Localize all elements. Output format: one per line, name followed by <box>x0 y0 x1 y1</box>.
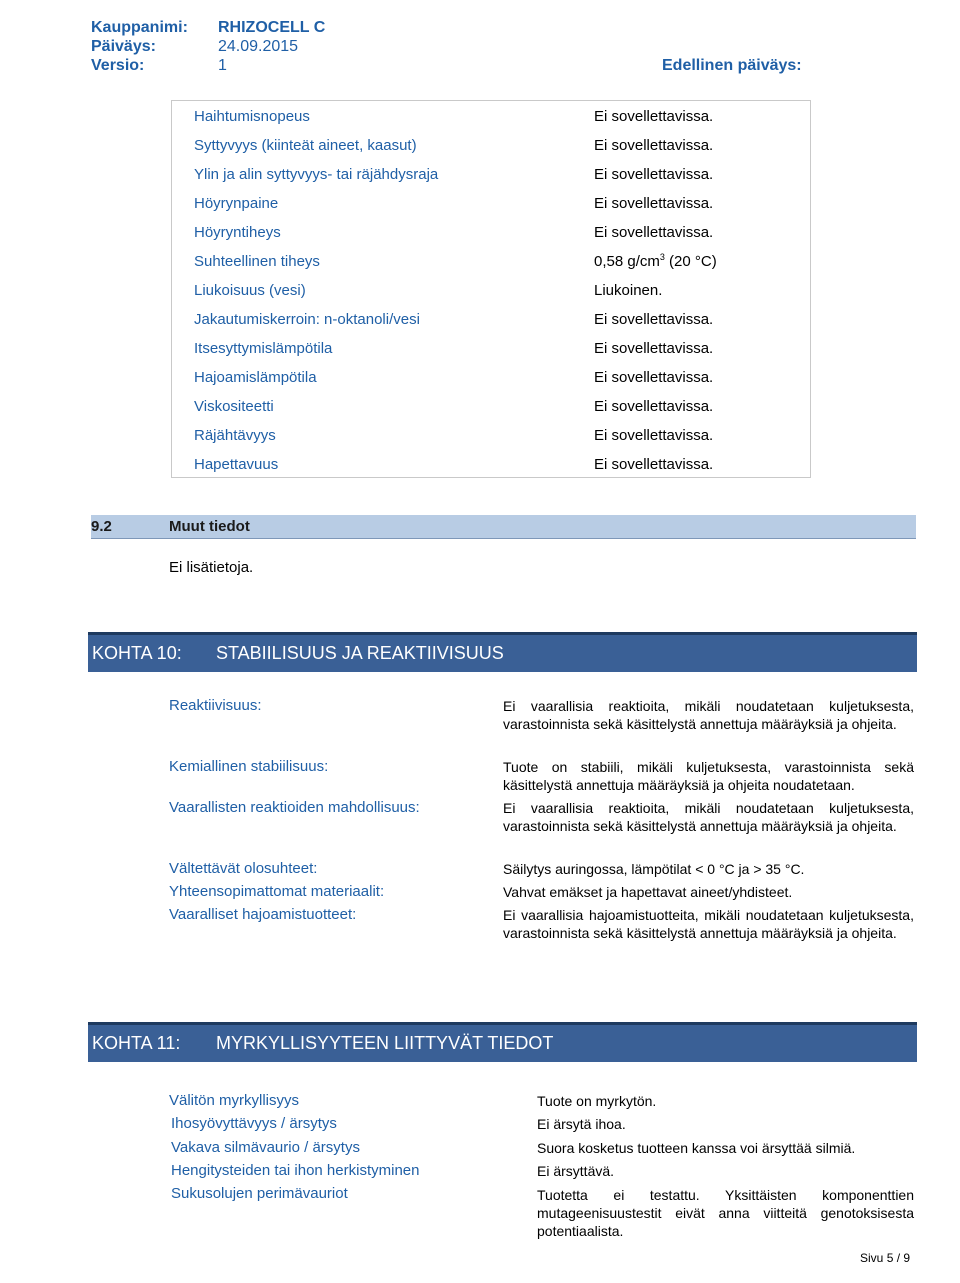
properties-table <box>171 100 811 478</box>
property-name: Räjähtävyys <box>194 427 276 444</box>
section-10-header <box>88 632 917 672</box>
previous-date-label: Edellinen päiväys: <box>662 57 802 74</box>
version-label: Versio: <box>91 57 145 74</box>
property-row <box>172 276 810 305</box>
germ-cell-mutagenicity-text: Tuotetta ei testattu. Yksittäisten komponenttien mutageenisuustestit eivät anna viitteitä genotoksisesta potentiaalista. <box>537 1187 914 1239</box>
property-name: Haihtumisnopeus <box>194 108 310 125</box>
property-name: Syttyvyys (kiinteät aineet, kaasut) <box>194 137 417 154</box>
property-name: Jakautumiskerroin: n-oktanoli/vesi <box>194 311 420 328</box>
property-name: Itsesyttymislämpötila <box>194 340 333 357</box>
property-name: Suhteellinen tiheys <box>194 253 320 270</box>
density-temperature: (20 °C) <box>664 253 717 270</box>
version-value: 1 <box>218 57 227 74</box>
property-row <box>172 305 810 334</box>
property-name: Hajoamislämpötila <box>194 369 317 386</box>
property-value: Ei sovellettavissa. <box>594 369 714 386</box>
date-label: Päiväys: <box>91 38 156 55</box>
incompatible-materials-text: Vahvat emäkset ja hapettavat aineet/yhdisteet. <box>503 884 793 900</box>
page-total: 9 <box>903 1251 911 1265</box>
section-11-title: MYRKYLLISYYTEEN LIITTYVÄT TIEDOT <box>216 1033 554 1053</box>
trade-name-label: Kauppanimi: <box>91 19 188 36</box>
property-value-density <box>594 253 717 270</box>
property-value: Ei sovellettavissa. <box>594 166 714 183</box>
property-row <box>172 421 810 450</box>
property-name: Höyrynpaine <box>194 195 279 212</box>
page-number <box>860 1251 910 1265</box>
chemical-stability-text: Tuote on stabiili, mikäli kuljetuksesta, varastoinnista sekä käsittelystä annettuja määräyksiä ja ohjeita noudatetaan. <box>503 759 914 793</box>
acute-toxicity-label: Välitön myrkyllisyys <box>169 1092 300 1109</box>
section-10-title: STABIILISUUS JA REAKTIIVISUUS <box>216 643 504 663</box>
property-row <box>172 450 810 479</box>
conditions-to-avoid-text: Säilytys auringossa, lämpötilat < 0 °C ja > 35 °C. <box>503 861 805 877</box>
skin-corrosion-text: Ei ärsytä ihoa. <box>537 1116 626 1132</box>
property-row <box>172 218 810 247</box>
property-value: Ei sovellettavissa. <box>594 224 714 241</box>
property-row <box>172 102 810 131</box>
property-name: Viskositeetti <box>194 398 274 415</box>
reactivity-text: Ei vaarallisia reaktioita, mikäli noudatetaan kuljetuksesta, varastoinnista sekä käsittelystä annettuja määräyksiä ja ohjeita. <box>503 698 914 732</box>
skin-corrosion-label: Ihosyövyttävyys / ärsytys <box>171 1115 337 1132</box>
page-separator: / <box>893 1251 904 1265</box>
sensitisation-label: Hengitysteiden tai ihon herkistyminen <box>171 1162 420 1179</box>
property-value: Ei sovellettavissa. <box>594 398 714 415</box>
property-value: Ei sovellettavissa. <box>594 137 714 154</box>
sensitisation-text: Ei ärsyttävä. <box>537 1163 615 1179</box>
property-name: Hapettavuus <box>194 456 279 473</box>
property-row <box>172 131 810 160</box>
property-value: Ei sovellettavissa. <box>594 340 714 357</box>
date-value: 24.09.2015 <box>218 38 299 55</box>
page-current: 5 <box>886 1251 894 1265</box>
subsection-number: 9.2 <box>91 518 112 535</box>
property-value: Liukoinen. <box>594 282 663 299</box>
property-row <box>172 189 810 218</box>
section-11-header <box>88 1022 917 1062</box>
subsection-9-2-text: Ei lisätietoja. <box>169 559 254 576</box>
property-name: Liukoisuus (vesi) <box>194 282 306 299</box>
hazardous-reactions-label: Vaarallisten reaktioiden mahdollisuus: <box>169 799 420 816</box>
section-10-label: KOHTA 10: <box>92 643 182 663</box>
property-name: Höyryntiheys <box>194 224 281 241</box>
property-value: Ei sovellettavissa. <box>594 456 714 473</box>
property-value: Ei sovellettavissa. <box>594 311 714 328</box>
decomposition-products-label: Vaaralliset hajoamistuotteet: <box>169 906 357 923</box>
property-value: Ei sovellettavissa. <box>594 108 714 125</box>
density-unit-exponent: 3 <box>659 252 665 262</box>
subsection-9-2-bar <box>91 515 916 539</box>
conditions-to-avoid-label: Vältettävät olosuhteet: <box>169 860 318 877</box>
trade-name: RHIZOCELL C <box>218 19 326 36</box>
germ-cell-mutagenicity-label: Sukusolujen perimävauriot <box>171 1185 348 1202</box>
reactivity-label: Reaktiivisuus: <box>169 697 262 714</box>
eye-damage-text: Suora kosketus tuotteen kanssa voi ärsyttää silmiä. <box>537 1140 856 1156</box>
property-row <box>172 334 810 363</box>
property-value: Ei sovellettavissa. <box>594 427 714 444</box>
page-label: Sivu <box>860 1251 884 1265</box>
section-11-label: KOHTA 11: <box>92 1033 181 1053</box>
property-row <box>172 247 810 276</box>
property-row <box>172 363 810 392</box>
subsection-title: Muut tiedot <box>169 518 250 535</box>
density-value: 0,58 g/cm <box>594 253 660 270</box>
property-value: Ei sovellettavissa. <box>594 195 714 212</box>
property-row <box>172 160 810 189</box>
property-row <box>172 392 810 421</box>
incompatible-materials-label: Yhteensopimattomat materiaalit: <box>169 883 385 900</box>
property-name: Ylin ja alin syttyvyys- tai räjähdysraja <box>194 166 439 183</box>
hazardous-reactions-text: Ei vaarallisia reaktioita, mikäli noudatetaan kuljetuksesta, varastoinnista sekä käsittelystä annettuja määräyksiä ja ohjeita. <box>503 800 914 834</box>
chemical-stability-label: Kemiallinen stabiilisuus: <box>169 758 329 775</box>
acute-toxicity-text: Tuote on myrkytön. <box>537 1093 657 1109</box>
decomposition-products-text: Ei vaarallisia hajoamistuotteita, mikäli noudatetaan kuljetuksesta, varastoinnista sekä käsittelystä annettuja määräyksiä ja ohjeita. <box>503 907 914 941</box>
eye-damage-label: Vakava silmävaurio / ärsytys <box>171 1139 360 1156</box>
